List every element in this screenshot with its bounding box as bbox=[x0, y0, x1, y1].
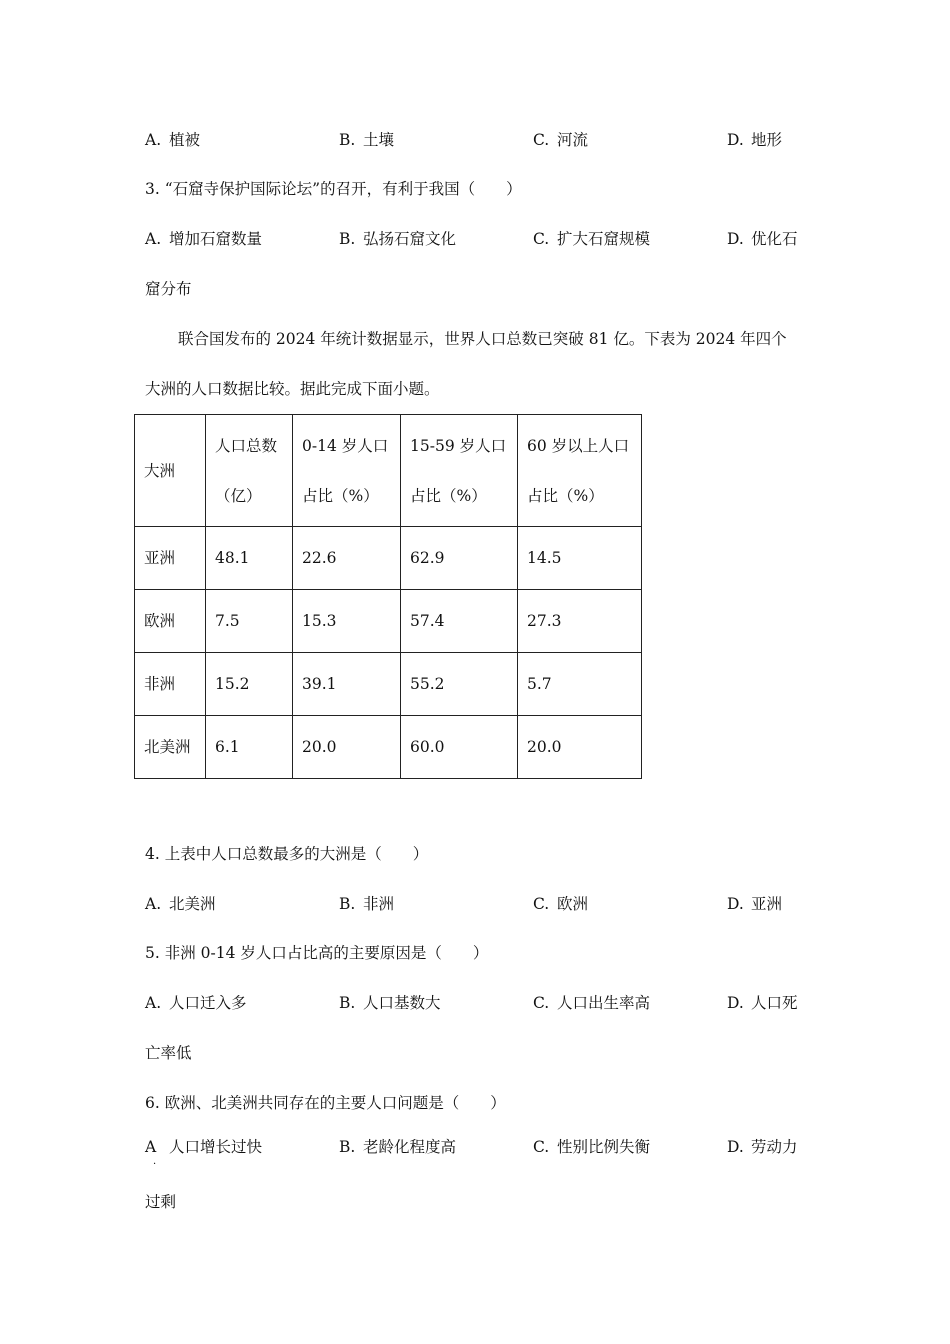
table-cell: 20.0 bbox=[518, 716, 642, 779]
q3-option-d bbox=[727, 228, 798, 250]
q3-option-b bbox=[339, 228, 456, 250]
table-cell: 55.2 bbox=[401, 653, 518, 716]
option-text: 河流 bbox=[557, 131, 589, 149]
option-text: 土壤 bbox=[363, 131, 395, 149]
option-text: 人口出生率高 bbox=[557, 994, 651, 1012]
option-text: 人口迁入多 bbox=[169, 994, 247, 1012]
table-cell: 7.5 bbox=[206, 590, 293, 653]
table-cell: 62.9 bbox=[401, 527, 518, 590]
option-letter: A bbox=[145, 1138, 157, 1156]
option-text: 劳动力 bbox=[751, 1138, 798, 1156]
option-letter: B. bbox=[339, 230, 356, 248]
table-row bbox=[135, 716, 642, 779]
option-letter: D. bbox=[727, 230, 744, 248]
table-cell: 14.5 bbox=[518, 527, 642, 590]
header-text: 0-14 岁人口 bbox=[302, 436, 389, 455]
table-header-row bbox=[135, 415, 642, 527]
q6-stem: 6. 欧洲、北美洲共同存在的主要人口问题是（ ） bbox=[145, 1094, 506, 1112]
table-row bbox=[135, 527, 642, 590]
q5-option-b bbox=[339, 992, 441, 1014]
option-text: 北美洲 bbox=[169, 895, 216, 913]
q5-option-d bbox=[727, 992, 798, 1014]
header-text: 大洲 bbox=[144, 461, 176, 480]
option-letter: C. bbox=[533, 994, 550, 1012]
option-text: 优化石 bbox=[751, 230, 798, 248]
header-cell bbox=[206, 415, 293, 527]
q4-stem: 4. 上表中人口总数最多的大洲是（ ） bbox=[145, 845, 429, 863]
table-cell: 48.1 bbox=[206, 527, 293, 590]
header-cell bbox=[135, 415, 206, 527]
q2-option-b bbox=[339, 129, 394, 151]
q6-option-b bbox=[339, 1136, 456, 1158]
option-text: 人口死 bbox=[751, 994, 798, 1012]
table-cell: 20.0 bbox=[293, 716, 401, 779]
option-letter: A. bbox=[145, 895, 162, 913]
q6-option-c bbox=[533, 1136, 650, 1158]
option-text: 非洲 bbox=[363, 895, 395, 913]
header-unit: （亿） bbox=[215, 486, 262, 505]
option-letter: C. bbox=[533, 230, 550, 248]
option-text: 性别比例失衡 bbox=[557, 1138, 651, 1156]
q3-option-d-wrap: 窟分布 bbox=[145, 280, 192, 298]
header-cell bbox=[518, 415, 642, 527]
option-letter: B. bbox=[339, 994, 356, 1012]
table-cell: 15.3 bbox=[293, 590, 401, 653]
table-cell: 5.7 bbox=[518, 653, 642, 716]
header-text: 60 岁以上人口 bbox=[527, 436, 630, 455]
option-letter: B. bbox=[339, 1138, 356, 1156]
option-text: 增加石窟数量 bbox=[169, 230, 263, 248]
option-letter: A. bbox=[145, 994, 162, 1012]
q2-option-a bbox=[145, 129, 200, 151]
header-cell bbox=[401, 415, 518, 527]
option-letter: A. bbox=[145, 230, 162, 248]
q5-option-c bbox=[533, 992, 650, 1014]
option-letter: C. bbox=[533, 131, 550, 149]
table-cell: 39.1 bbox=[293, 653, 401, 716]
q5-stem: 5. 非洲 0-14 岁人口占比高的主要原因是（ ） bbox=[145, 944, 489, 962]
table-cell: 27.3 bbox=[518, 590, 642, 653]
q5-option-a bbox=[145, 992, 247, 1014]
q6-option-a bbox=[145, 1136, 262, 1158]
option-text: 老龄化程度高 bbox=[363, 1138, 457, 1156]
option-text: 人口增长过快 bbox=[169, 1138, 263, 1156]
header-text: 人口总数 bbox=[215, 436, 278, 455]
q2-option-d bbox=[727, 129, 782, 151]
table-cell: 57.4 bbox=[401, 590, 518, 653]
header-unit: 占比（%） bbox=[410, 486, 487, 505]
table-row bbox=[135, 590, 642, 653]
option-letter: D. bbox=[727, 131, 744, 149]
q6-option-d-wrap: 过剩 bbox=[145, 1193, 177, 1211]
q3-option-c bbox=[533, 228, 650, 250]
table-cell: 60.0 bbox=[401, 716, 518, 779]
option-letter: C. bbox=[533, 895, 550, 913]
q2-option-c bbox=[533, 129, 588, 151]
option-text: 人口基数大 bbox=[363, 994, 441, 1012]
option-letter: B. bbox=[339, 131, 356, 149]
header-text: 15-59 岁人口 bbox=[410, 436, 507, 455]
option-text: 亚洲 bbox=[751, 895, 783, 913]
option-letter: B. bbox=[339, 895, 356, 913]
intro-line-1: 联合国发布的 2024 年统计数据显示，世界人口总数已突破 81 亿。下表为 2024 年四个 bbox=[178, 330, 787, 348]
population-table bbox=[134, 414, 642, 779]
option-text: 扩大石窟规模 bbox=[557, 230, 651, 248]
q6-option-d bbox=[727, 1136, 798, 1158]
option-letter: D. bbox=[727, 1138, 744, 1156]
q4-option-a bbox=[145, 893, 216, 915]
table-cell: 亚洲 bbox=[135, 527, 206, 590]
intro-line-2: 大洲的人口数据比较。据此完成下面小题。 bbox=[145, 380, 440, 398]
table-cell: 欧洲 bbox=[135, 590, 206, 653]
option-text: 欧洲 bbox=[557, 895, 589, 913]
q3-option-a bbox=[145, 228, 262, 250]
q4-option-c bbox=[533, 893, 588, 915]
table-cell: 22.6 bbox=[293, 527, 401, 590]
header-unit: 占比（%） bbox=[302, 486, 379, 505]
table-cell: 非洲 bbox=[135, 653, 206, 716]
option-text: 植被 bbox=[169, 131, 201, 149]
q3-stem: 3. “石窟寺保护国际论坛”的召开，有利于我国（ ） bbox=[145, 180, 522, 198]
q4-option-d bbox=[727, 893, 782, 915]
header-cell bbox=[293, 415, 401, 527]
option-text: 弘扬石窟文化 bbox=[363, 230, 457, 248]
table-row bbox=[135, 653, 642, 716]
option-letter: D. bbox=[727, 895, 744, 913]
table-cell: 北美洲 bbox=[135, 716, 206, 779]
option-letter: A. bbox=[145, 131, 162, 149]
option-letter: D. bbox=[727, 994, 744, 1012]
header-unit: 占比（%） bbox=[527, 486, 604, 505]
table-cell: 6.1 bbox=[206, 716, 293, 779]
q6-option-a-dot: · bbox=[153, 1159, 157, 1170]
option-letter: C. bbox=[533, 1138, 550, 1156]
option-text: 地形 bbox=[751, 131, 783, 149]
q5-option-d-wrap: 亡率低 bbox=[145, 1044, 192, 1062]
table-cell: 15.2 bbox=[206, 653, 293, 716]
q4-option-b bbox=[339, 893, 394, 915]
